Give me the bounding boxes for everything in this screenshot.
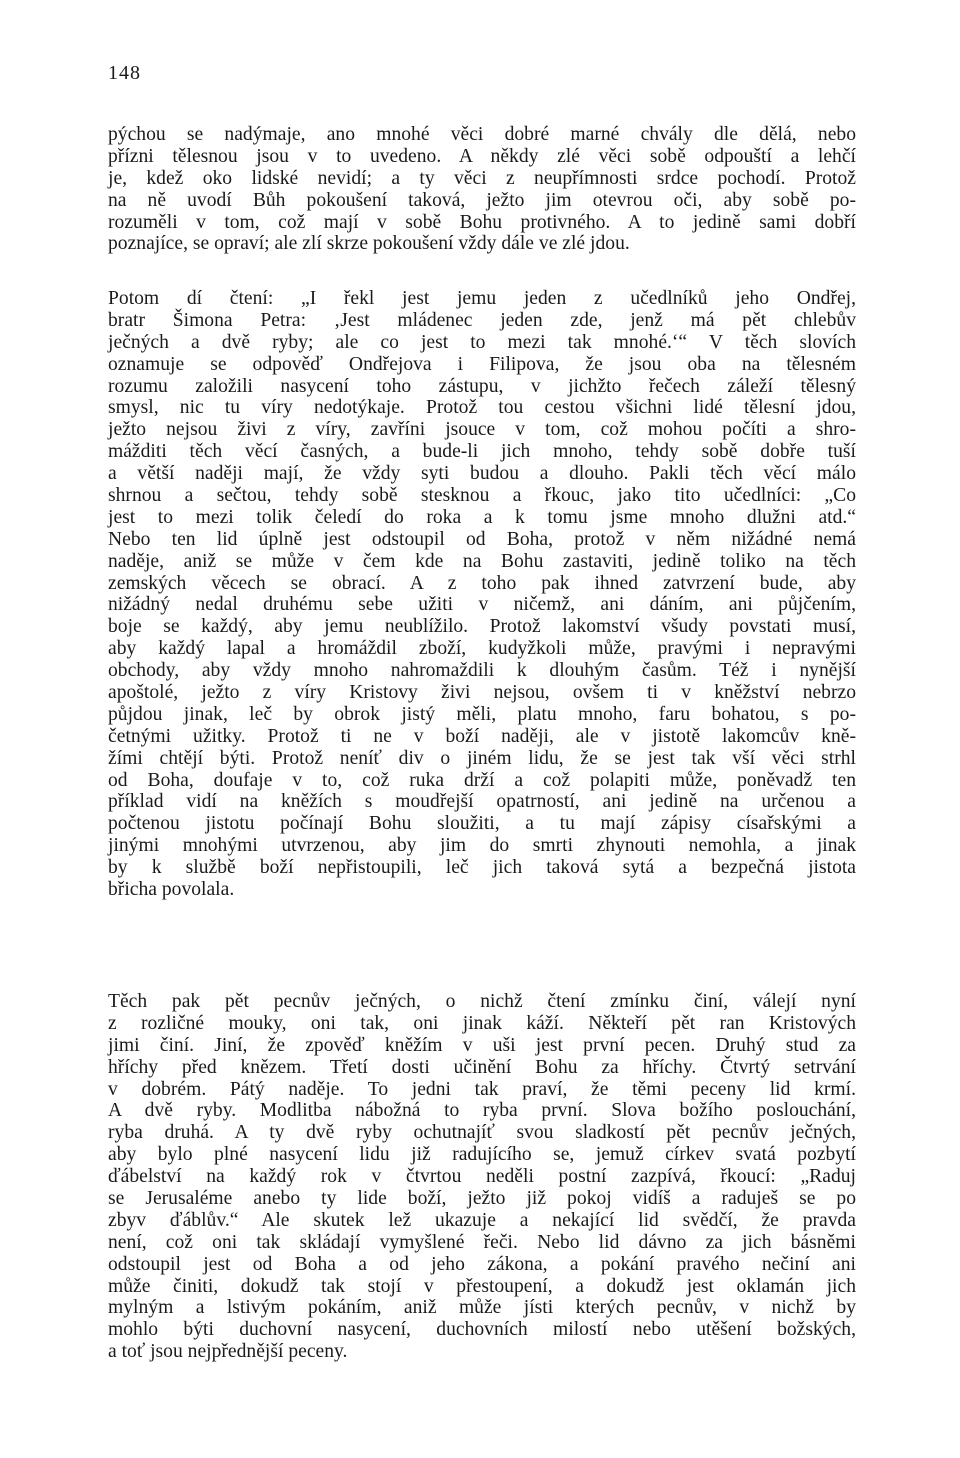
text-line: břicha povolala. <box>108 879 235 901</box>
text-line: jinými mnohými utvrzenou, aby jim do smrti zhynouti nemohla, a jinak <box>108 835 856 857</box>
text-line: ďábelství na každý rok v čtvrtou neděli postní zazpívá, řkoucí: „Raduj <box>108 1166 856 1188</box>
text-line: četnými užitky. Protož ti ne v boží naději, ale v jistotě lakomcův kně- <box>108 725 856 747</box>
text-line: naděje, aniž se může v čem kde na Bohu zastaviti, jedině toliko na těch <box>108 550 856 572</box>
text-line: mylným a lstivým pokáním, aniž může jísti kterých pecnův, v nichž by <box>108 1297 856 1319</box>
text-line: by k službě boží nepřistoupili, leč jich taková sytá a bezpečná jistota <box>108 857 856 879</box>
text-line: příklad vidí na kněžích s moudřejší opatrností, ani jedině na určenou a <box>108 791 856 813</box>
text-line: ježto nejsou živi z víry, zavříni jsouce v tom, což mohou počíti a shro- <box>108 419 856 441</box>
text-line: ryba druhá. A ty dvě ryby ochutnajíť svou sladkostí pět pecnův ječných, <box>108 1122 856 1144</box>
paragraph-3 <box>108 991 856 1363</box>
text-line: poznajíce, se opraví; ale zlí skrze pokoušení vždy dále ve zlé jdou. <box>108 233 630 255</box>
text-line: půjdou jinak, leč by obrok jistý měli, platu mnoho, faru bohatou, s po- <box>108 703 856 725</box>
text-line: přízni tělesnou jsou v to uvedeno. A někdy zlé věci sobě odpouští a lehčí <box>108 145 856 167</box>
text-line: pýchou se nadýmaje, ano mnohé věci dobré marné chvály dle dělá, nebo <box>108 124 856 145</box>
paragraph-1 <box>108 124 856 255</box>
text-line: aby každý lapal a hromáždil zboží, kudyžkoli může, pravými i nepravými <box>108 638 856 660</box>
text-line: obchody, aby vždy mnoho nahromaždili k dlouhým časům. Též i nynější <box>108 660 856 682</box>
text-line: odstoupil jest od Boha a od jeho zákona, a pokání pravého nečiní ani <box>108 1253 856 1275</box>
text-line: bratr Šimona Petra: ‚Jest mládenec jeden zde, jenž má pět chlebův <box>108 309 856 331</box>
text-line: mohlo býti duchovní nasycení, duchovních milostí nebo utěšení božských, <box>108 1319 856 1341</box>
text-line: boje se každý, aby jemu neublížilo. Protož lakomství všudy povstati musí, <box>108 616 856 638</box>
text-line: může činiti, dokudž tak stojí v přestoupení, a dokudž jest oklamán jich <box>108 1275 856 1297</box>
text-line: a větší naději mají, že vždy syti budou a dlouho. Pakli těch věcí málo <box>108 463 856 485</box>
text-line: apoštolé, ježto z víry Kristovy živi nejsou, ovšem ti v kněžství nebrzo <box>108 682 856 704</box>
text-line: rozuměli v tom, což mají v sobě Bohu protivného. A to jedině sami dobří <box>108 211 856 233</box>
text-line: hříchy před knězem. Třetí dosti učinění Bohu za hříchy. Čtvrtý setrvání <box>108 1056 856 1078</box>
text-line: z rozličné mouky, oni tak, oni jinak káží. Někteří pět ran Kristových <box>108 1012 856 1034</box>
text-line: v dobrém. Pátý naděje. To jedni tak praví, že těmi peceny lid krmí. <box>108 1078 856 1100</box>
text-line: a toť jsou nejpřednější peceny. <box>108 1341 348 1363</box>
text-line: aby bylo plné nasycení lidu již radujícího se, jemuž církev svatá pozbytí <box>108 1144 856 1166</box>
text-line: se Jerusaléme anebo ty lide boží, ježto již pokoj vidíš a raduješ se po <box>108 1188 856 1210</box>
text-line: mážditi těch věcí časných, a bude-li jich mnoho, tehdy sobě dobře tuší <box>108 441 856 463</box>
text-line: zbyv ďáblův.“ Ale skutek lež ukazuje a nekající lid svědčí, že pravda <box>108 1209 856 1231</box>
text-line: od Boha, doufaje v to, což ruka drží a což polapiti může, poněvadž ten <box>108 769 856 791</box>
text-line: jimi činí. Jiní, že zpověď kněžím v uši jest první pecen. Druhý stud za <box>108 1034 856 1056</box>
text-line: počtenou jistotu počínají Bohu sloužiti, a tu mají zápisy císařskými a <box>108 813 856 835</box>
text-line: oznamuje se odpověď Ondřejova i Filipova, že jsou oba na tělesném <box>108 353 856 375</box>
text-line: rozumu založili nasycení toho zástupu, v jichžto řečech záleží tělesný <box>108 375 856 397</box>
text-line: je, kdež oko lidské nevidí; a ty věci z neupřímnosti srdce pochodí. Protož <box>108 167 856 189</box>
text-line: ječných a dvě ryby; ale co jest to mezi tak mnohé.‘“ V těch slovích <box>108 331 856 353</box>
text-line: Nebo ten lid úplně jest odstoupil od Boha, protož v něm nižádné nemá <box>108 528 856 550</box>
text-line: Těch pak pět pecnův ječných, o nichž čtení zmínku činí, válejí nyní <box>108 991 856 1012</box>
text-line: jest to mezi tolik čeledí do roka a k tomu jsme mnoho dlužni atd.“ <box>108 506 856 528</box>
text-line: Potom dí čtení: „I řekl jest jemu jeden z učedlníků jeho Ondřej, <box>108 288 856 309</box>
text-line: smysl, nic tu víry nedotýkaje. Protož tou cestou všichni lidé tělesní jdou, <box>108 397 856 419</box>
text-line: nižádný nedal druhému sebe užiti v ničemž, ani dáním, ani půjčením, <box>108 594 856 616</box>
text-line: shrnou a sečtou, tehdy sobě stesknou a řkouc, jako tito učedlníci: „Co <box>108 485 856 507</box>
text-line: není, což oni tak skládají vymyšlené řeči. Nebo lid dávno za jich básněmi <box>108 1231 856 1253</box>
page-number: 148 <box>108 62 141 84</box>
text-line: žími chtějí býti. Protož neníť div o jiném lidu, že se jest tak vší věci strhl <box>108 747 856 769</box>
text-line: zemských věcech se obrací. A z toho pak ihned zatvrzení bude, aby <box>108 572 856 594</box>
paragraph-2 <box>108 288 856 901</box>
text-line: na ně uvodí Bůh pokoušení taková, ježto jim otevrou oči, aby sobě po- <box>108 189 856 211</box>
text-line: A dvě ryby. Modlitba nábožná to ryba první. Slova božího poslouchání, <box>108 1100 856 1122</box>
